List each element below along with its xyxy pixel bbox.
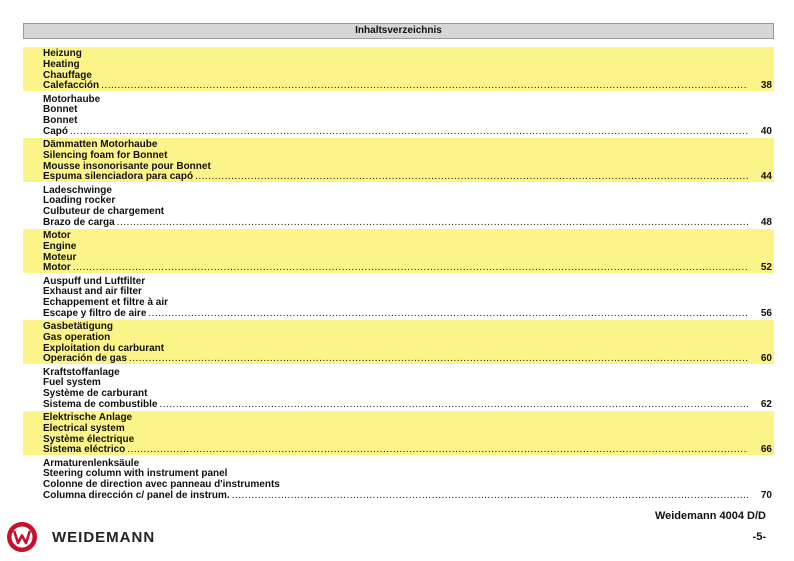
entry-line-fr: Echappement et filtre à air xyxy=(43,297,169,309)
entry-line-es: Operación de gas xyxy=(43,353,127,365)
entry-line-de: Dämmatten Motorhaube xyxy=(43,139,158,150)
toc-entry-steering-column[interactable] xyxy=(23,457,774,501)
dot-leader xyxy=(159,400,748,411)
entry-last-line xyxy=(43,491,774,502)
entry-line-fr: Exploitation du carburant xyxy=(43,342,165,354)
table-of-contents xyxy=(23,47,774,502)
entry-line-de: Gasbetätigung xyxy=(43,321,114,332)
entry-line-es: Capó xyxy=(43,125,68,137)
entry-line-fr: Mousse insonorisante pour Bonnet xyxy=(43,160,211,172)
entry-last-line xyxy=(43,309,774,320)
entry-line-de: Heizung xyxy=(43,48,82,59)
dot-leader xyxy=(195,172,748,183)
entry-page-number: 52 xyxy=(760,262,772,274)
dot-leader xyxy=(232,491,748,502)
entry-line-es: Sistema de combustible xyxy=(43,398,158,410)
entry-line-de: Kraftstoffanlage xyxy=(43,366,120,378)
toc-entry-bonnet[interactable] xyxy=(23,93,774,137)
toc-entry-silencing-foam[interactable] xyxy=(23,138,774,182)
entry-line-fr: Système de carburant xyxy=(43,388,148,400)
entry-last-line xyxy=(43,81,774,92)
entry-page-number: 44 xyxy=(760,171,772,183)
entry-last-line xyxy=(43,263,774,274)
toc-title: Inhaltsverzeichnis xyxy=(355,25,442,36)
toc-entry-loading-rocker[interactable] xyxy=(23,184,774,228)
dot-leader xyxy=(70,127,748,138)
entry-line-de: Ladeschwinge xyxy=(43,184,112,196)
dot-leader xyxy=(73,263,748,274)
entry-page-number: 38 xyxy=(760,80,772,92)
model-name: Weidemann 4004 D/D xyxy=(654,510,766,522)
entry-line-es: Brazo de carga xyxy=(43,216,115,228)
entry-line-fr: Colonne de direction avec panneau d'instruments xyxy=(43,479,280,491)
entry-last-line xyxy=(43,400,774,411)
entry-line-en: Exhaust and air filter xyxy=(43,286,142,298)
brand-logo xyxy=(6,521,155,553)
entry-line-fr: Système électrique xyxy=(43,433,135,445)
entry-page-number: 70 xyxy=(760,489,772,501)
entry-line-en: Steering column with instrument panel xyxy=(43,468,228,480)
entry-line-en: Loading rocker xyxy=(43,195,116,207)
entry-page-number: 56 xyxy=(760,307,772,319)
page-number: -5- xyxy=(752,531,766,543)
dot-leader xyxy=(129,354,748,365)
toc-entry-exhaust[interactable] xyxy=(23,275,774,319)
toc-header xyxy=(23,23,774,39)
dot-leader xyxy=(127,445,748,456)
entry-page-number: 40 xyxy=(760,125,772,137)
entry-line-en: Gas operation xyxy=(43,331,111,343)
entry-line-fr: Bonnet xyxy=(43,115,78,127)
entry-line-de: Motor xyxy=(43,230,71,241)
toc-entry-fuel-system[interactable] xyxy=(23,366,774,410)
entry-last-line xyxy=(43,127,774,138)
dot-leader xyxy=(117,218,748,229)
entry-line-de: Motorhaube xyxy=(43,93,101,105)
weidemann-w-logo-icon xyxy=(6,521,38,553)
entry-line-en: Fuel system xyxy=(43,377,101,389)
entry-line-es: Calefacción xyxy=(43,80,100,92)
entry-line-de: Elektrische Anlage xyxy=(43,412,133,423)
entry-line-es: Sistema eléctrico xyxy=(43,444,126,456)
entry-last-line xyxy=(43,445,774,456)
entry-line-fr: Moteur xyxy=(43,251,77,263)
entry-line-de: Auspuff und Luftfilter xyxy=(43,275,146,287)
entry-line-fr: Culbuteur de chargement xyxy=(43,206,165,218)
entry-line-en: Electrical system xyxy=(43,422,125,434)
dot-leader xyxy=(148,309,748,320)
entry-page-number: 60 xyxy=(760,353,772,365)
entry-line-es: Columna dirección c/ panel de instrum. xyxy=(43,489,230,501)
entry-line-fr: Chauffage xyxy=(43,69,92,81)
entry-line-de: Armaturenlenksäule xyxy=(43,457,140,469)
entry-line-es: Escape y filtro de aire xyxy=(43,307,147,319)
entry-line-en: Silencing foam for Bonnet xyxy=(43,149,168,161)
entry-page-number: 48 xyxy=(760,216,772,228)
toc-entry-gas-operation[interactable] xyxy=(23,320,774,364)
brand-name: WEIDEMANN xyxy=(52,528,156,546)
toc-entry-electrical-system[interactable] xyxy=(23,411,774,455)
toc-entry-heating[interactable] xyxy=(23,47,774,91)
entry-line-en: Engine xyxy=(43,240,77,252)
entry-line-en: Heating xyxy=(43,58,80,70)
entry-page-number: 66 xyxy=(760,444,772,456)
toc-entry-engine[interactable] xyxy=(23,229,774,273)
entry-line-es: Motor xyxy=(43,262,71,274)
dot-leader xyxy=(101,81,748,92)
entry-last-line xyxy=(43,218,774,229)
entry-last-line xyxy=(43,354,774,365)
entry-line-en: Bonnet xyxy=(43,104,78,116)
entry-page-number: 62 xyxy=(760,398,772,410)
entry-line-es: Espuma silenciadora para capó xyxy=(43,171,194,183)
entry-last-line xyxy=(43,172,774,183)
